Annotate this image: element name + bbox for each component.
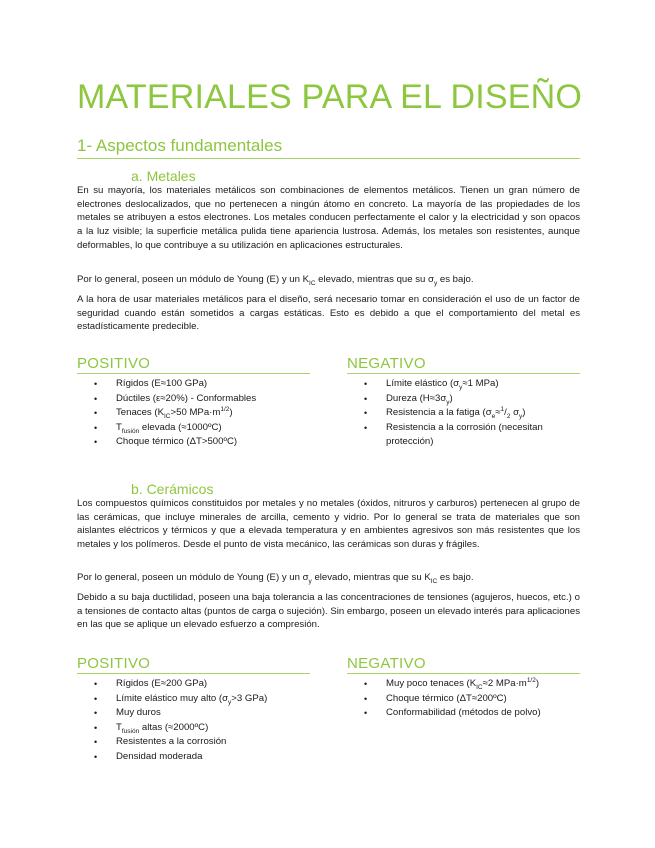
ceramicos-paragraph-1: Los compuestos químicos constituidos por metales y no metales (óxidos, nitruros y carburos) pertenecen al grupo de las cerámicas, que incluye minerales de arcilla, cemento y vidrio. Por lo general se trata de materiales que son aislantes eléctricos y térmicos y que a elevada temperatura y en ambientes agresivos son más resistentes que los metales y los polímeros. Desde el punto de vista mecánico, las cerámicas son duras y frágiles.	[77, 498, 580, 551]
bullet-icon: •	[364, 379, 368, 389]
metales-negativo-list	[347, 377, 580, 450]
metales-negativo-column	[347, 355, 580, 450]
bullet-icon: •	[364, 408, 368, 419]
list-item: • Resistencia a la corrosión (necesitan protección)	[364, 421, 543, 448]
document-title: MATERIALES PARA EL DISEÑO	[77, 78, 583, 116]
list-item: • Densidad moderada	[77, 750, 310, 765]
list-item: • Tenaces ($K_{IC}>50$ $MPa\cdot m^{1/2}$)	[94, 406, 233, 421]
metales-positivo-column	[77, 355, 310, 450]
metales-paragraph-1: En su mayoría, los materiales metálicos son combinaciones de elementos metálicos. Tienen un gran número de electrones deslocalizados, que no pertenecen a ningún átomo en concreto. La mayoría de las propiedades de los metales se atribuyen a estos electrones. Los metales conducen perfectamente el calor y la electricidad y son opacos a la luz visible; la superficie metálica pulida tiene apariencia lustrosa. Además, los metales son resistentes, aunque deformables, lo que contribuye a su utilización en aplicaciones estructurales.	[77, 185, 580, 251]
bullet-icon: •	[364, 693, 368, 704]
metales-positivo-heading: POSITIVO	[77, 355, 310, 374]
bullet-icon: •	[94, 708, 98, 719]
bullet-icon: •	[94, 393, 98, 404]
ceramicos-paragraph-3: Debido a su baja ductilidad, poseen una baja tolerancia a las concentraciones de tensiones (agujeros, huecos, etc.) o a tensiones de contacto altas (puntos de carga o sujeción). Sin embargo, poseen un elevado interés para aplicaciones en las que se aplique un elevado esfuerzo a compresión.	[77, 592, 580, 631]
ceramicos-negativo-list	[347, 677, 580, 721]
ceramicos-positivo-column	[77, 655, 310, 765]
list-item: • Conformabilidad (métodos de polvo)	[347, 706, 580, 721]
list-item: • Choque térmico (ΔT≈200ºC)	[347, 692, 580, 707]
bullet-icon: •	[94, 437, 98, 448]
list-item: • Resistentes a la corrosión	[77, 735, 310, 750]
list-item: • Límite elástico ($\sigma_y\approx 1$ MPa)	[364, 378, 499, 391]
list-item: • Muy poco tenaces ($K_{IC}\approx 2$ $MPa\cdot m^{1/2}$)	[364, 676, 540, 691]
metales-positivo-list	[77, 377, 310, 450]
bullet-icon: •	[364, 708, 368, 719]
bullet-icon: •	[94, 379, 98, 389]
section-heading: 1- Aspectos fundamentales	[77, 136, 580, 159]
ceramicos-negativo-column	[347, 655, 580, 721]
bullet-icon: •	[94, 737, 98, 748]
bullet-icon: •	[94, 693, 98, 704]
ceramicos-positivo-list	[77, 677, 310, 765]
list-item: • Resistencia a la fatiga ($\sigma_e\approx^1/_2$ $\sigma_y$)	[364, 406, 526, 421]
list-item: • Dúctiles (ε≈20%) - Conformables	[77, 392, 310, 407]
list-item: • $T_{fusión}$ elevada (≈1000ºC)	[94, 421, 222, 435]
metales-paragraph-2: Por lo general, poseen un módulo de Young (E) y un $K_{IC}$ elevado, mientras que su $\sigma_y$ es bajo.	[77, 274, 474, 287]
bullet-icon: •	[364, 679, 368, 689]
list-item: • Límite elástico muy alto ($\sigma_y>3$ GPa)	[94, 692, 268, 706]
bullet-icon: •	[364, 393, 368, 404]
list-item: • Rígidos (E≈100 GPa)	[77, 377, 310, 392]
ceramicos-heading: b. Cerámicos	[131, 481, 214, 497]
metales-heading: a. Metales	[131, 168, 196, 184]
ceramicos-paragraph-2: Por lo general, poseen un módulo de Young (E) y un $\sigma_y$ elevado, mientras que su $K_{IC}$ es bajo.	[77, 572, 474, 585]
ceramicos-positivo-heading: POSITIVO	[77, 655, 310, 674]
metales-negativo-heading: NEGATIVO	[347, 355, 580, 374]
list-item: • $T_{fusión}$ altas (≈2000ºC)	[94, 721, 209, 735]
list-item: • Muy duros	[77, 706, 310, 721]
list-item: • Dureza $(H\approx 3\sigma_y)$	[364, 392, 453, 406]
ceramicos-negativo-heading: NEGATIVO	[347, 655, 580, 674]
bullet-icon: •	[94, 751, 98, 762]
bullet-icon: •	[94, 408, 98, 419]
list-item: • Choque térmico (ΔT>500ºC)	[77, 435, 310, 450]
bullet-icon: •	[364, 422, 368, 433]
bullet-icon: •	[94, 422, 98, 433]
bullet-icon: •	[94, 679, 98, 689]
metales-paragraph-3: A la hora de usar materiales metálicos para el diseño, será necesario tomar en consideración el uso de un factor de seguridad cuando están sometidos a cargas estáticas. Esto es debido a que el comportamiento del metal es estadísticamente predecible.	[77, 294, 580, 333]
list-item: • Rígidos (E≈200 GPa)	[77, 677, 310, 692]
bullet-icon: •	[94, 722, 98, 733]
